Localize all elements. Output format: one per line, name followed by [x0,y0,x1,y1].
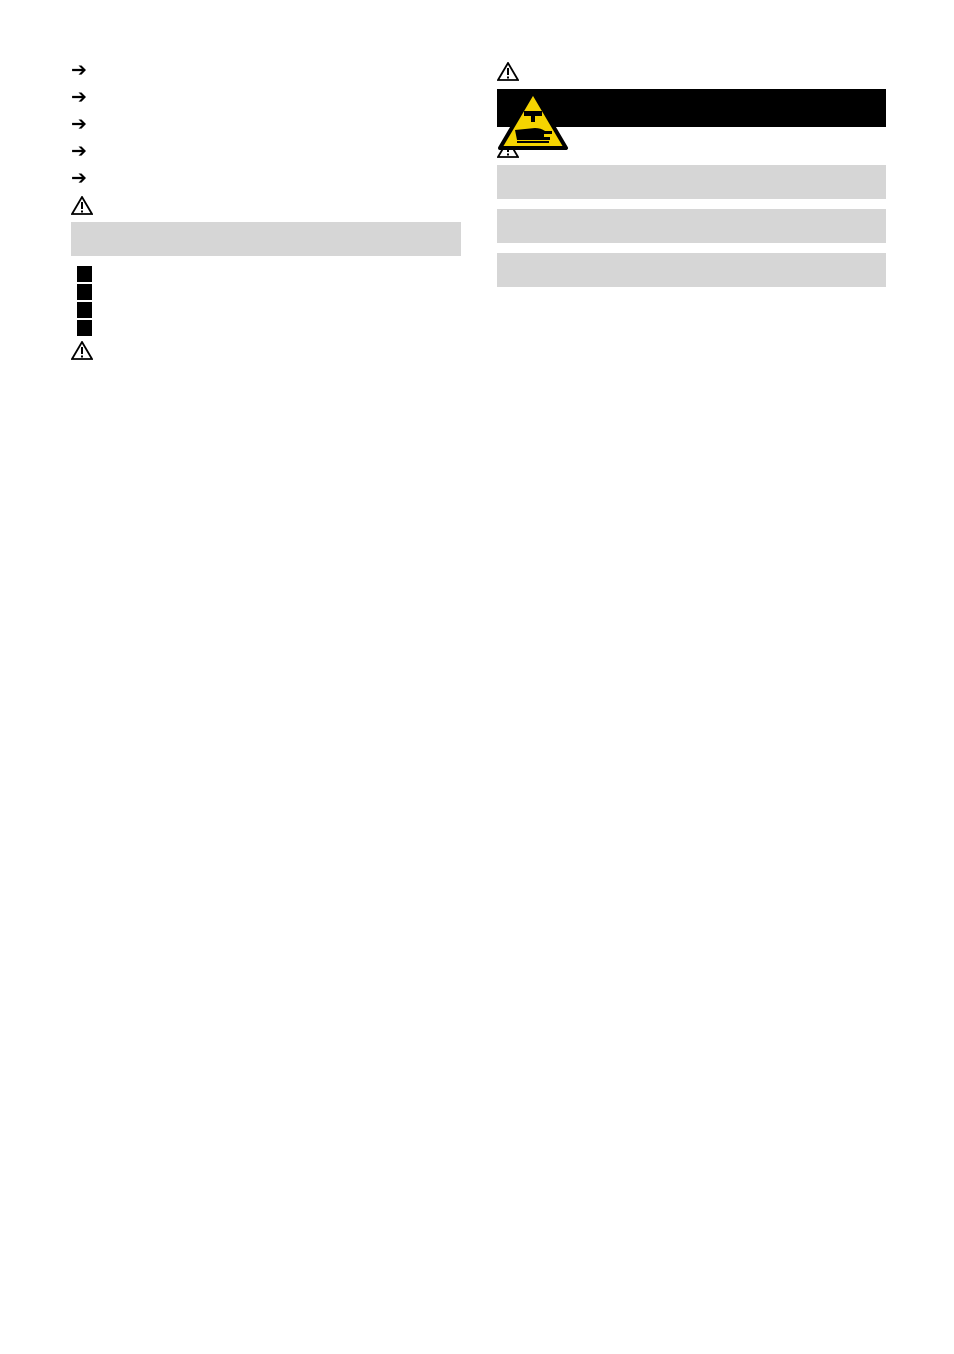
left-column [71,58,461,362]
list-item-text [103,166,461,191]
list-item [71,139,461,164]
list-item [71,58,461,83]
bild-c-label [71,266,461,282]
right-column [497,58,886,297]
figure-ref-c [77,266,92,282]
arrow-right-icon: ➔ [71,141,87,162]
list-item [71,166,461,191]
bild-d-label [71,284,461,300]
list-item-text [103,112,461,137]
list-item [71,85,461,110]
section-heading-sugturbinen [497,165,886,199]
warning-triangle-icon [497,62,519,81]
fara-warning-2 [71,341,461,360]
warning-triangle-icon [71,196,93,215]
section-heading-sugkraften [497,209,886,243]
fara-warning-1 [71,196,461,215]
arrow-right-icon: ➔ [71,87,87,108]
bild-e-label [71,320,461,336]
list-item [71,112,461,137]
list-item-text [103,85,461,110]
arrow-right-icon: ➔ [71,168,87,189]
list-item-text [103,139,461,164]
warning-triangle-icon [71,341,93,360]
bild-f-label [71,302,461,318]
section-heading-byt-avfallspase [71,222,461,256]
hand-crush-warning-icon [497,89,569,151]
list-item-text [103,58,461,83]
section-heading-damm [497,253,886,287]
arrow-right-icon: ➔ [71,60,87,81]
list-top [71,58,461,191]
figure-ref-e [77,320,92,336]
figure-ref-d [77,284,92,300]
arrow-right-icon: ➔ [71,114,87,135]
varning-warning [497,62,886,81]
figure-ref-f [77,302,92,318]
